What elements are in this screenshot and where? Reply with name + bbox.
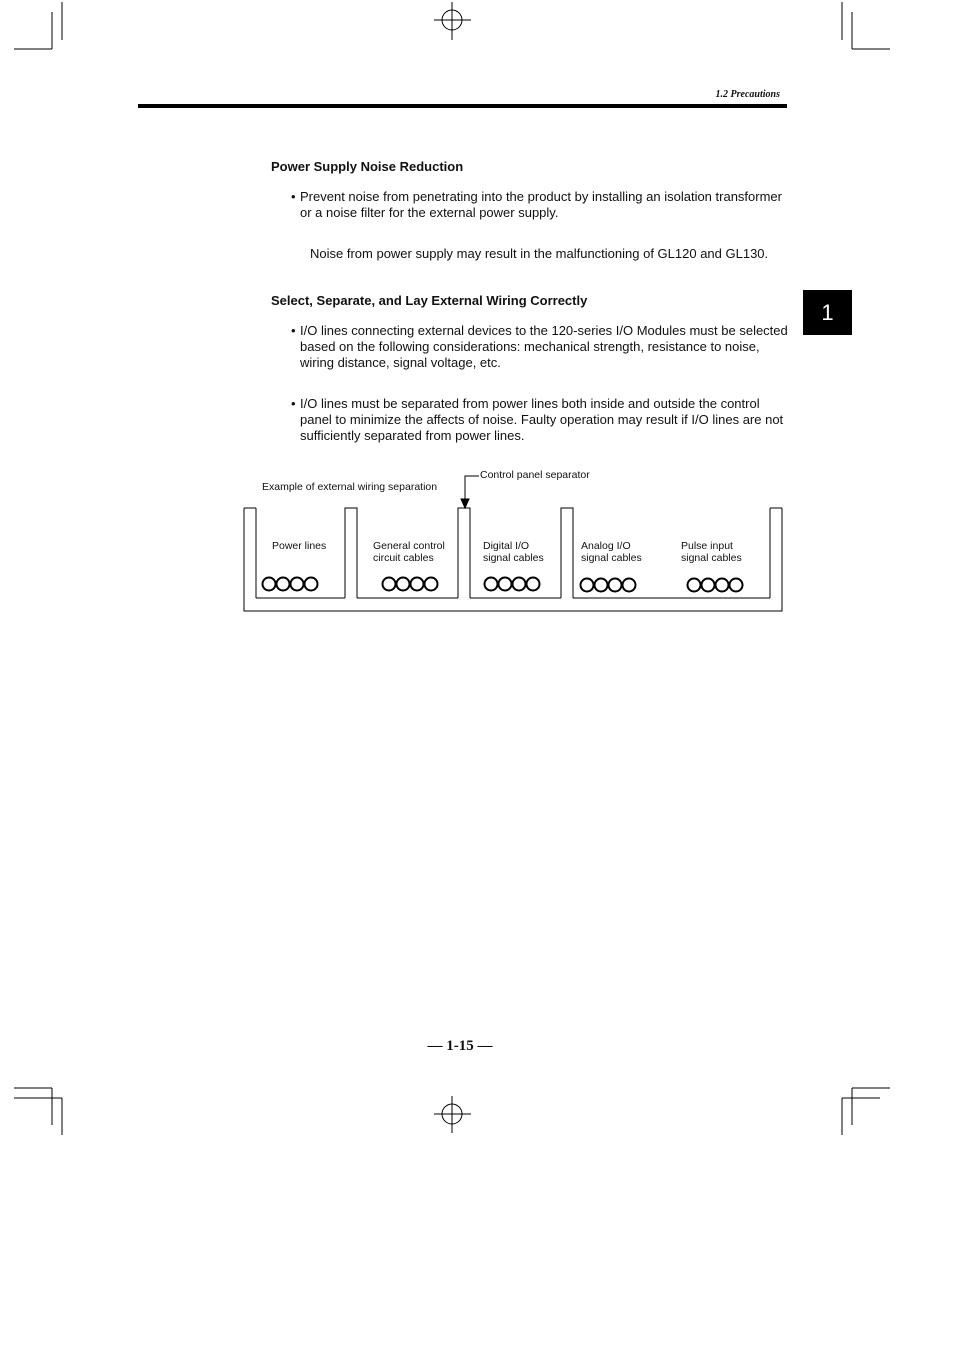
page-number: — 1-15 — [427,1038,493,1054]
running-header: 1.2 Precautions [715,89,780,100]
cable-bundle-icon [688,579,743,592]
compartment-label-line2: signal cables [581,552,642,564]
bullet-icon: • [291,396,296,411]
compartment-label-line1: General control [373,540,445,552]
bullet-text: I/O lines connecting external devices to the 120-series I/O Modules must be selected based on the following considerations: mechanical strength, resistance to noise, wiring distance, signal voltage, etc. [300,323,788,370]
cable-bundle-icon [263,578,318,591]
section-heading-wiring: Select, Separate, and Lay External Wiring Correctly [271,293,588,308]
section-heading-power-noise: Power Supply Noise Reduction [271,159,464,174]
bullet-text: I/O lines must be separated from power lines both inside and outside the control panel to minimize the affects of noise. Faulty operation may result if I/O lines are not sufficiently separated from power lines. [300,396,784,443]
diagram-caption: Example of external wiring separation [262,481,438,493]
compartment-label-line1: Pulse input [681,540,733,552]
cable-bundle-icon [383,578,438,591]
compartment-label-line2: signal cables [681,552,742,564]
bullet-icon: • [291,323,296,338]
compartment-label-line2: signal cables [483,552,544,564]
note-text: Noise from power supply may result in the malfunctioning of GL120 and GL130. [310,246,769,261]
compartment-label-line2: circuit cables [373,552,434,564]
bullet-text: Prevent noise from penetrating into the product by installing an isolation transformer or a noise filter for the external power supply. [300,189,782,220]
chapter-tab: 1 [803,290,852,335]
compartment-label-line1: Digital I/O [483,540,530,552]
bullet-icon: • [291,189,296,204]
cable-bundle-icon [485,578,540,591]
cable-bundle-icon [581,579,636,592]
compartment-label-line1: Analog I/O [581,540,631,552]
compartment-label-line1: Power lines [272,540,327,552]
separator-label: Control panel separator [480,469,590,481]
